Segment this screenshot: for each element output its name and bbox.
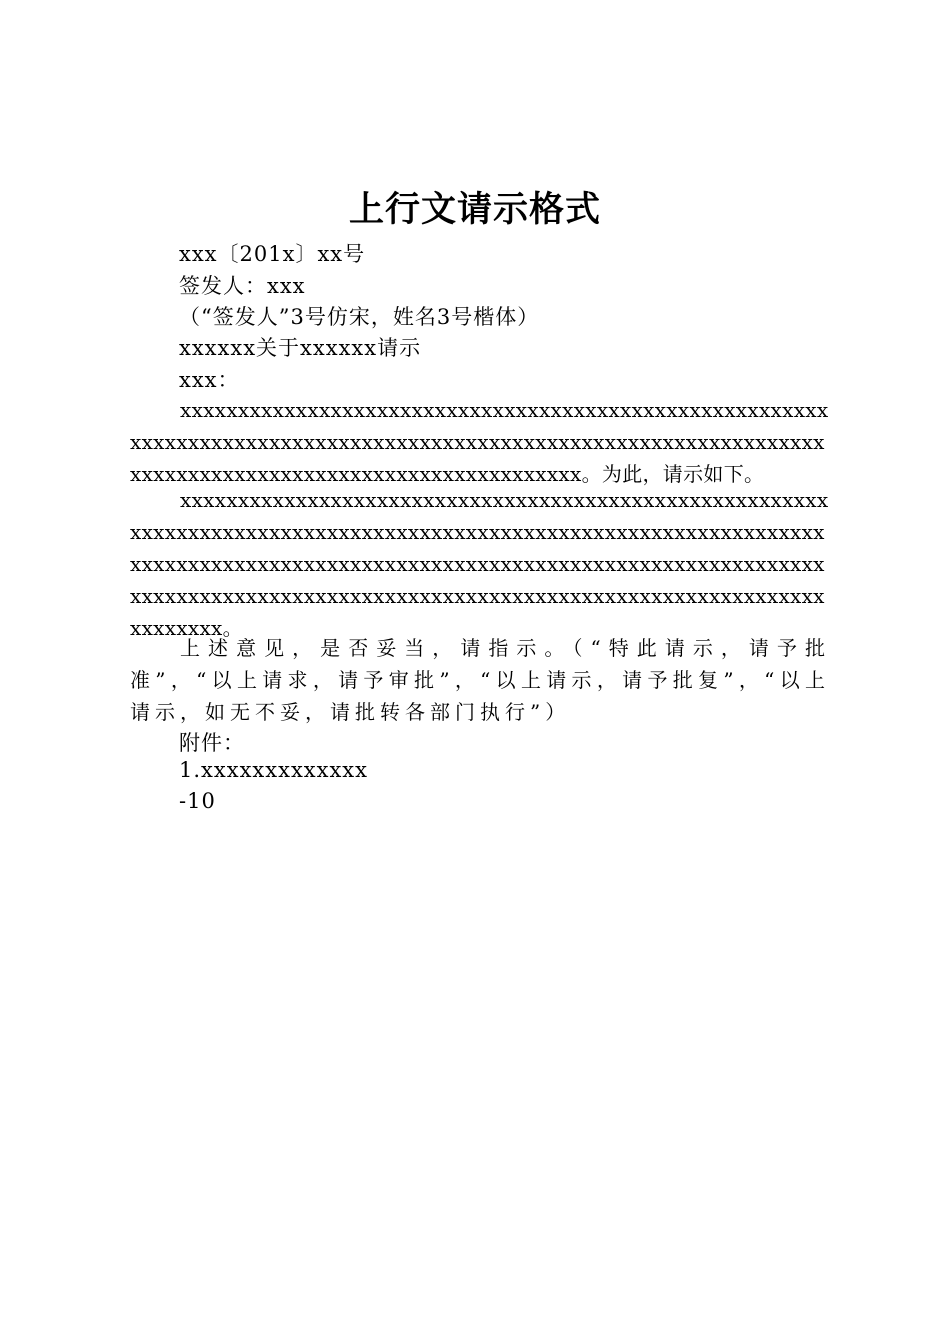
attachment-label: 附件： [179,731,245,755]
document-title: 上行文请示格式 [348,190,601,230]
attachment-item: 1.xxxxxxxxxxxxx [179,758,368,782]
body-paragraph-1: xxxxxxxxxxxxxxxxxxxxxxxxxxxxxxxxxxxxxxxxxxxxxxxxxxxxxxxxxxxxxxxxxxxxxxxxxxxxxxxxxxxxxxxxxxxxxxxxxxxxxxxxxxxxxxxxxxxxxxxxxxxxxxxxxxxxxxxxxxxxxxxxxxxxxxxxxxx。为此，请示如下。 [130,398,829,486]
recipient-line: xxx： [179,368,240,392]
page-number: -10 [179,789,216,813]
signer-format-note: （“签发人”3号仿宋，姓名3号楷体） [179,305,540,329]
body-paragraph-3: 上述意见，是否妥当，请指示。（“特此请示，请予批准”，“以上请求，请予审批”，“以上请示，请予批复”，“以上请示，如无不妥，请批转各部门执行”） [130,636,830,724]
document-subject: xxxxxx关于xxxxxx请示 [179,336,422,360]
body-paragraph-2: xxxxxxxxxxxxxxxxxxxxxxxxxxxxxxxxxxxxxxxxxxxxxxxxxxxxxxxxxxxxxxxxxxxxxxxxxxxxxxxxxxxxxxxxxxxxxxxxxxxxxxxxxxxxxxxxxxxxxxxxxxxxxxxxxxxxxxxxxxxxxxxxxxxxxxxxxxxxxxxxxxxxxxxxxxxxxxxxxxxxxxxxxxxxxxxxxxxxxxxxxxxxxxxxxxxxxxxxxxxxxxxxxxxxxxxxxxxxxxxxxxxx。 [130,488,829,640]
signer-line: 签发人：xxx [179,274,306,298]
document-number: xxx〔201x〕xx号 [179,242,366,266]
